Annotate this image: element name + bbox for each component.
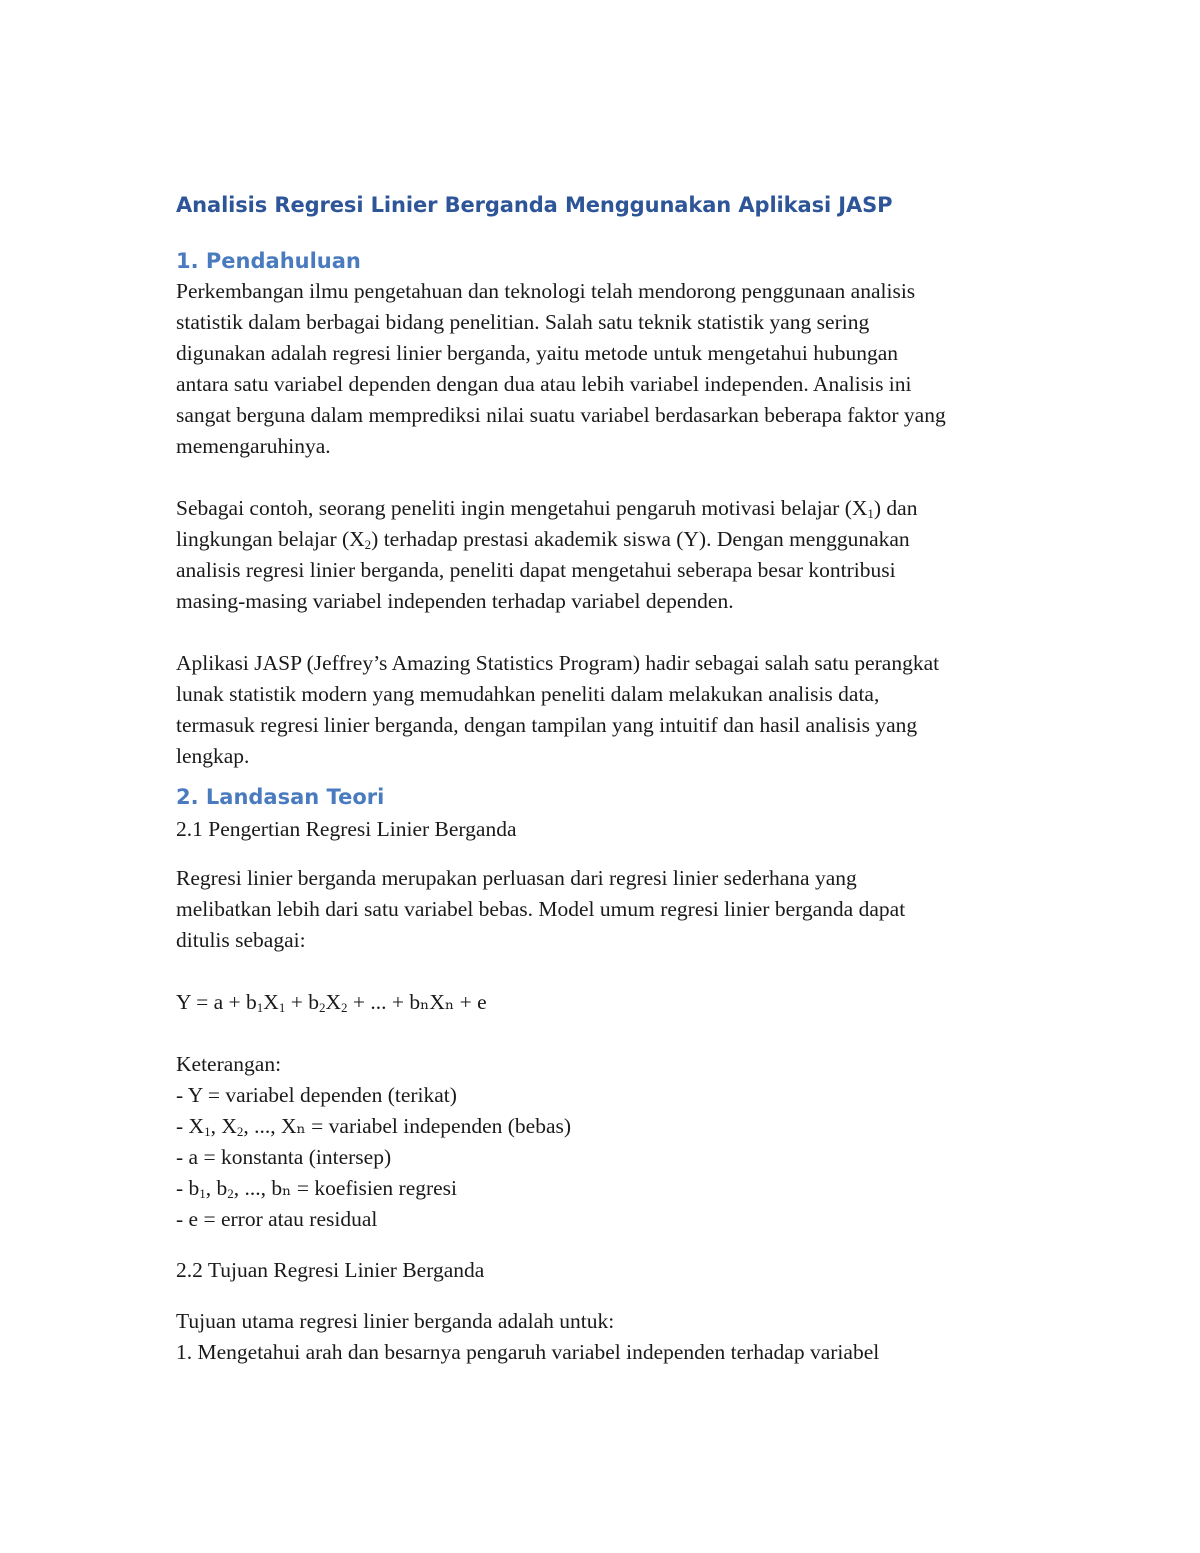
- subsection-heading-tujuan: 2.2 Tujuan Regresi Linier Berganda: [176, 1258, 485, 1282]
- text-line: Aplikasi JASP (Jeffrey’s Amazing Statistics Program) hadir sebagai salah satu perangkat: [176, 651, 940, 675]
- paragraph-intro-3: [176, 648, 1036, 772]
- list-item: - e = error atau residual: [176, 1207, 378, 1231]
- text-line: termasuk regresi linier berganda, dengan tampilan yang intuitif dan hasil analisis yang: [176, 713, 918, 737]
- text-line: ditulis sebagai:: [176, 928, 306, 952]
- text-line: Tujuan utama regresi linier berganda adalah untuk:: [176, 1309, 615, 1333]
- document-page: [176, 190, 1036, 1368]
- section-heading-pendahuluan: 1. Pendahuluan: [176, 249, 361, 273]
- text-line: analisis regresi linier berganda, peneliti dapat mengetahui seberapa besar kontribusi: [176, 558, 896, 582]
- document-title: Analisis Regresi Linier Berganda Menggunakan Aplikasi JASP: [176, 193, 893, 217]
- keterangan-label: Keterangan:: [176, 1052, 282, 1076]
- text-line: lingkungan belajar $(X_2)$ terhadap prestasi akademik siswa (Y). Dengan menggunakan: [176, 527, 910, 552]
- text-line: melibatkan lebih dari satu variabel bebas. Model umum regresi linier berganda dapat: [176, 897, 906, 921]
- paragraph-tujuan: [176, 1306, 1036, 1368]
- section-heading-landasan-teori: 2. Landasan Teori: [176, 785, 385, 809]
- list-item: - $X_1$, $X_2$, ..., Xₙ = variabel independen (bebas): [176, 1114, 572, 1139]
- text-line: Regresi linier berganda merupakan perluasan dari regresi linier sederhana yang: [176, 866, 857, 890]
- list-item: - Y = variabel dependen (terikat): [176, 1083, 457, 1107]
- paragraph-pengertian: [176, 863, 1036, 956]
- text-line: antara satu variabel dependen dengan dua atau lebih variabel independen. Analisis ini: [176, 372, 912, 396]
- text-line: Sebagai contoh, seorang peneliti ingin mengetahui pengaruh motivasi belajar $(X_1)$ dan: [176, 496, 918, 521]
- text-line: masing-masing variabel independen terhadap variabel dependen.: [176, 589, 734, 613]
- list-item: - $b_1$, $b_2$, ..., bₙ = koefisien regresi: [176, 1176, 458, 1201]
- list-item: 1. Mengetahui arah dan besarnya pengaruh variabel independen terhadap variabel: [176, 1340, 880, 1364]
- regression-formula: $Y = a + b_1X_1 + b_2X_2$ + ... + bₙXₙ + e: [176, 990, 487, 1015]
- text-line: lunak statistik modern yang memudahkan peneliti dalam melakukan analisis data,: [176, 682, 880, 706]
- keterangan-list: [176, 1049, 1036, 1235]
- text-line: statistik dalam berbagai bidang penelitian. Salah satu teknik statistik yang sering: [176, 310, 870, 334]
- text-line: memengaruhinya.: [176, 434, 331, 458]
- text-line: Perkembangan ilmu pengetahuan dan teknologi telah mendorong penggunaan analisis: [176, 279, 916, 303]
- text-line: digunakan adalah regresi linier berganda, yaitu metode untuk mengetahui hubungan: [176, 341, 899, 365]
- subsection-heading-pengertian: 2.1 Pengertian Regresi Linier Berganda: [176, 817, 517, 841]
- list-item: - a = konstanta (intersep): [176, 1145, 392, 1169]
- text-line: sangat berguna dalam memprediksi nilai suatu variabel berdasarkan beberapa faktor yang: [176, 403, 946, 427]
- paragraph-intro-2: [176, 493, 1036, 617]
- paragraph-intro-1: [176, 276, 1036, 462]
- text-line: lengkap.: [176, 744, 250, 768]
